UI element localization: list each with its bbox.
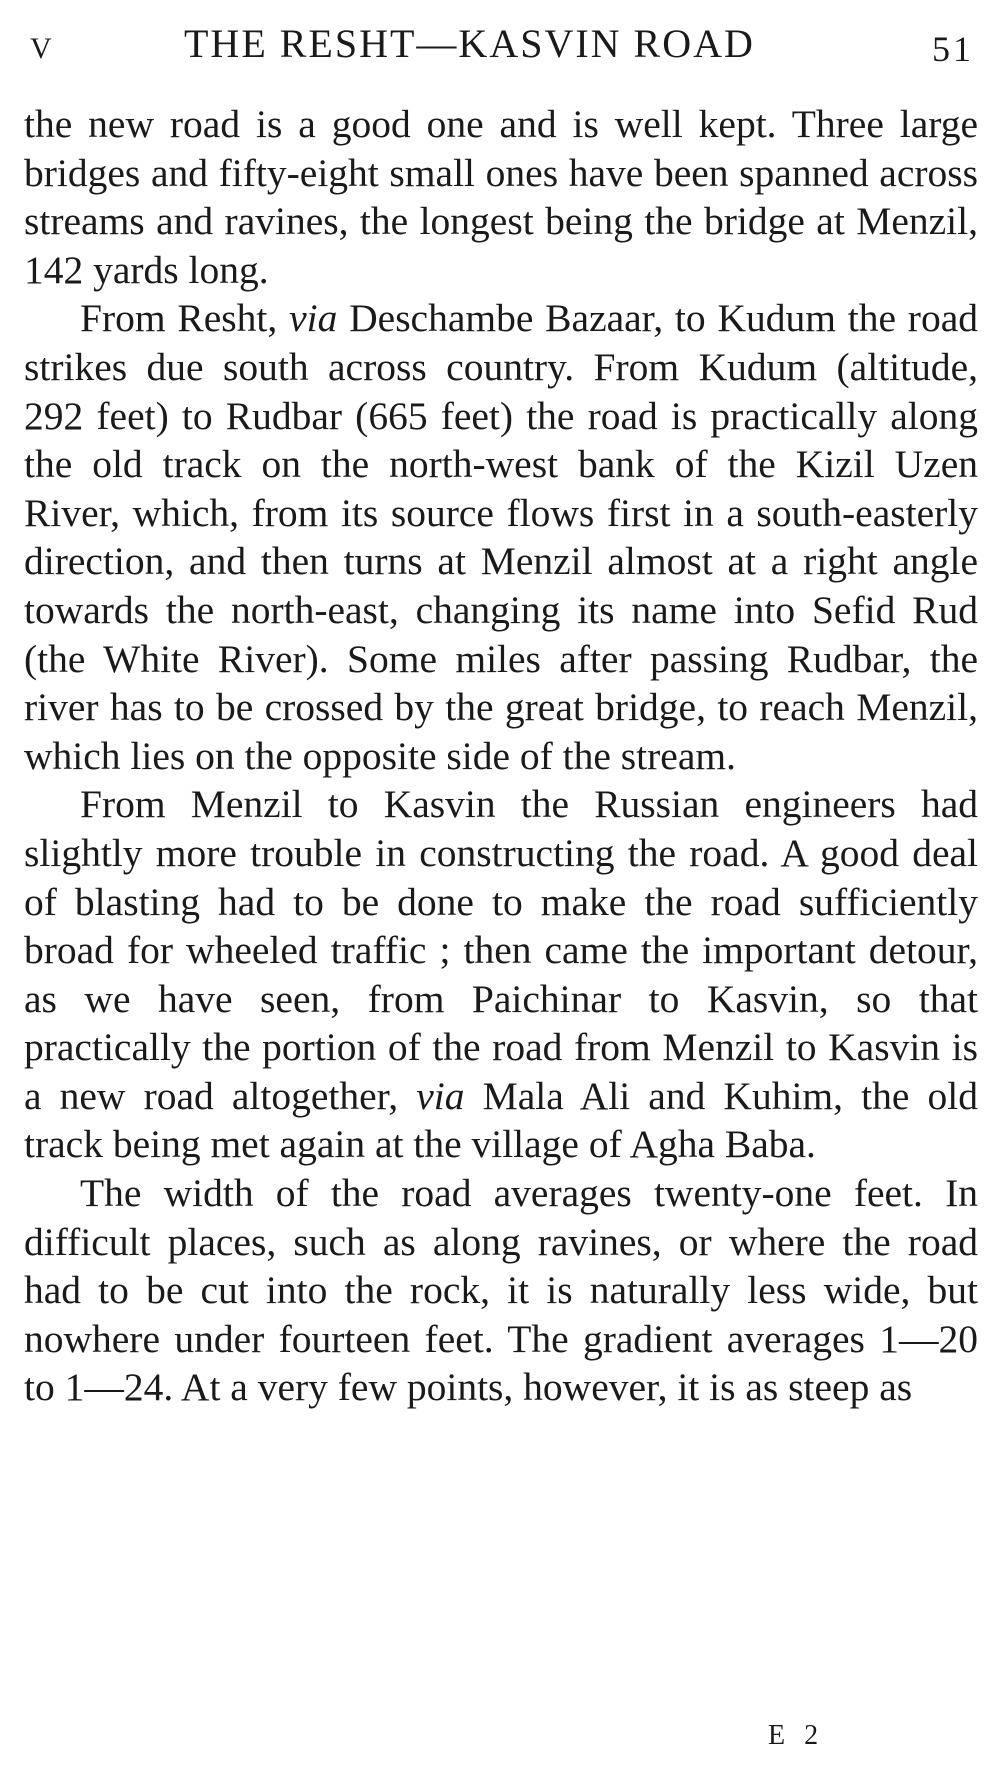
running-title: THE RESHT—KASVIN ROAD bbox=[184, 21, 755, 66]
italic-text: via bbox=[289, 296, 338, 341]
paragraph bbox=[24, 1169, 978, 1412]
running-head bbox=[24, 20, 974, 70]
paragraph-text: The width of the road averages twenty-one feet. In difficult places, such as along ravines, or where the road had to be cut into the rock, it is naturally less wide, but nowhere under fourteen feet. The gradient averages 1—20 to 1—24. At a very few points, however, it is as steep as bbox=[24, 1171, 978, 1410]
paragraph bbox=[24, 780, 978, 1169]
paragraph-text: From Resht, bbox=[80, 296, 290, 341]
paragraph-text: the new road is a good one and is well kept. Three large bridges and fifty-eight small ones have been spanned across streams and ravines, the longest being the bridge at Menzil, 142 yards long. bbox=[24, 102, 978, 292]
signature-mark: E 2 bbox=[768, 1720, 825, 1751]
paragraph-text: Mala Ali and Kuhim, the old track being met again at the village of Agha Baba. bbox=[24, 1073, 978, 1167]
page-number: 51 bbox=[932, 29, 974, 69]
paragraph-text: Deschambe Bazaar, to Kudum the road strikes due south across country. From Kudum (altitude, 292 feet) to Rudbar (665 feet) the road is practically along the old track on the north-west bank of the Kizil Uzen River, which, from its source flows first in a south-easterly direction, and then turns at Menzil almost at a right angle towards the north-east, changing its name into Sefid Rud (the White River). Some miles after passing Rudbar, the river has to be crossed by the great bridge, to reach Menzil, which lies on the opposite side of the stream. bbox=[24, 296, 978, 778]
paragraph bbox=[24, 100, 978, 294]
paragraph-text: From Menzil to Kasvin the Russian engineers had slightly more trouble in constructing the road. A good deal of blasting had to be done to make the road sufficiently broad for wheeled traffic ; then came the important detour, as we have seen, from Paichinar to Kasvin, so that practically the portion of the road from Menzil to Kasvin is a new road altogether, bbox=[24, 782, 978, 1118]
body-text bbox=[24, 100, 978, 1412]
chapter-number: V bbox=[30, 32, 53, 65]
paragraph bbox=[24, 294, 978, 780]
italic-text: via bbox=[416, 1073, 465, 1118]
